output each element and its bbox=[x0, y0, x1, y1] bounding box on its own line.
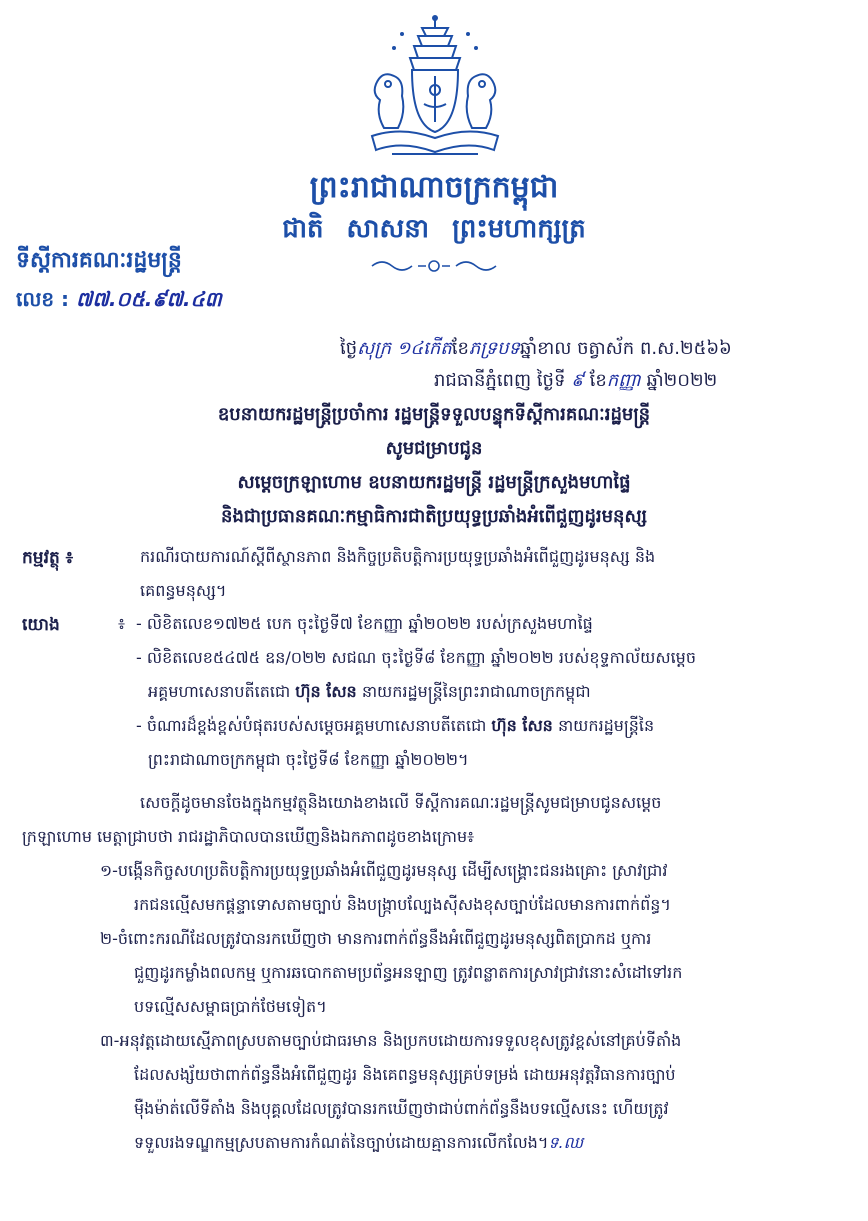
issuing-office: ទីស្តីការគណៈរដ្ឋមន្ត្រី bbox=[16, 248, 182, 273]
solar-date-prefix: រាជធានីភ្នំពេញ ថ្ងៃទី bbox=[434, 370, 566, 391]
reference-item-3-name: ហ៊ុន សែន bbox=[491, 716, 553, 735]
reference-item-3-line-2: ព្រះរាជាណាចក្រកម្ពុជា ចុះថ្ងៃទី៨ ខែកញ្ញា ឆ្នាំ២០២២។ bbox=[148, 750, 469, 769]
lunar-date-prefix: ថ្ងៃ bbox=[340, 338, 358, 359]
reference-item-3-suffix: នាយករដ្ឋមន្ត្រីនៃ bbox=[557, 716, 655, 735]
point-3-line-4-text: ទទួលរងទណ្ឌកម្មស្របតាមការកំណត់នៃច្បាប់ដោយគ្មានការលើកលែង។ bbox=[134, 1133, 549, 1152]
point-1-line-1: ១-បង្កើនកិច្ចសហប្រតិបត្តិការប្រយុទ្ធប្រឆាំងអំពើជួញដូរមនុស្ស ដើម្បីសង្គ្រោះជនរងគ្រោះ ស្រាវជ្រាវ bbox=[100, 861, 668, 880]
reference-number bbox=[16, 286, 222, 316]
reference-colon: ៖ bbox=[118, 614, 126, 633]
reference-item-1: - លិខិតលេខ១៧២៥ បេក ចុះថ្ងៃទី៧ ខែកញ្ញា ឆ្នាំ២០២២ របស់ក្រសួងមហាផ្ទៃ bbox=[136, 614, 593, 633]
national-motto: ជាតិ សាសនា ព្រះមហាក្សត្រ bbox=[282, 214, 586, 244]
subject-line-2: គេពន្ធមនុស្ស។ bbox=[140, 581, 227, 600]
salutation: សូមជម្រាបជូន bbox=[385, 438, 483, 459]
reference-label: យោង bbox=[22, 615, 60, 635]
recipient-title: សម្តេចក្រឡាហោម ឧបនាយករដ្ឋមន្ត្រី រដ្ឋមន្ត្រីក្រសួងមហាផ្ទៃ bbox=[237, 472, 631, 493]
solar-month-prefix: ខែ bbox=[589, 370, 607, 391]
point-1-line-2: រកជនល្មើសមកផ្តន្ទាទោសតាមច្បាប់ និងបង្ក្រាបល្បែងស៊ីសងខុសច្បាប់ដែលមានការពាក់ព័ន្ធ។ bbox=[134, 895, 671, 914]
point-2-line-2: ជួញដូរកម្លាំងពលកម្ម ឬការឆបោកតាមប្រព័ន្ធអនឡាញ ត្រូវពន្លាតការស្រាវជ្រាវនោះសំដៅទៅរក bbox=[134, 963, 683, 982]
handwritten-initials: ទ.ឈ bbox=[548, 1133, 584, 1152]
reference-number-value: ៧៧.០៥.៩៧.៤៣ bbox=[76, 287, 222, 311]
lunar-month-handwritten: ភទ្របទ bbox=[468, 338, 520, 359]
kingdom-title: ព្រះរាជាណាចក្រកម្ពុជា bbox=[309, 170, 559, 205]
solar-year: ឆ្នាំ២០២២ bbox=[646, 370, 718, 391]
subject-label: កម្មវត្ថុ ៖ bbox=[22, 548, 74, 568]
subject-line-1: ករណីរបាយការណ៍ស្តីពីស្ថានភាព និងកិច្ចប្រតិបត្តិការប្រយុទ្ធប្រឆាំងអំពើជួញដូរមនុស្ស និង bbox=[140, 547, 656, 566]
lunar-year: ឆ្នាំខាល ចត្វាស័ក ព.ស.២៥៦៦ bbox=[519, 338, 732, 359]
sender-title: ឧបនាយករដ្ឋមន្ត្រីប្រចាំការ រដ្ឋមន្ត្រីទទួលបន្ទុកទីស្តីការគណៈរដ្ឋមន្ត្រី bbox=[217, 404, 651, 425]
lunar-month-prefix: ខែ bbox=[451, 338, 469, 359]
solar-day-handwritten: ៩ bbox=[571, 370, 584, 391]
point-2-line-3: បទល្មើសសម្ពាធប្រាក់ថែមទៀត។ bbox=[134, 997, 327, 1016]
recipient-role: និងជាប្រធានគណៈកម្មាធិការជាតិប្រយុទ្ធប្រឆាំងអំពើជួញដូរមនុស្ស bbox=[221, 506, 647, 527]
reference-item-2-line-2 bbox=[148, 675, 591, 709]
reference-item-3-line-1 bbox=[136, 709, 654, 743]
reference-item-3-prefix: - ចំណារដ៏ខ្ពង់ខ្ពស់បំផុតរបស់សម្តេចអគ្គមហាសេនាបតីតេជោ bbox=[136, 716, 487, 735]
point-2-line-1: ២-ចំពោះករណីដែលត្រូវបានរកឃើញថា មានការពាក់ព័ន្ធនឹងអំពើជួញដូរមនុស្សពិតប្រាកដ ឬការ bbox=[100, 929, 652, 948]
intro-line-1: សេចក្តីដូចមានចែងក្នុងកម្មវត្ថុនិងយោងខាងលើ ទីស្តីការគណៈរដ្ឋមន្ត្រីសូមជម្រាបជូនសម្តេច bbox=[140, 793, 662, 812]
reference-item-2-name: ហ៊ុន សែន bbox=[295, 682, 357, 701]
solar-month-handwritten: កញ្ញា bbox=[606, 370, 641, 391]
lunar-day-handwritten: សុក្រ ១៤កើត bbox=[357, 338, 452, 359]
point-3-line-4 bbox=[134, 1126, 583, 1160]
point-3-line-3: ម៉ឺងម៉ាត់លើទីតាំង និងបុគ្គលដែលត្រូវបានរកឃើញថាជាប់ពាក់ព័ន្ធនឹងបទល្មើសនេះ ហើយត្រូវ bbox=[134, 1099, 669, 1118]
reference-number-label: លេខ : bbox=[16, 287, 70, 311]
royal-coat-of-arms-icon bbox=[362, 14, 508, 164]
lunar-date bbox=[340, 336, 732, 363]
reference-item-2-prefix: អគ្គមហាសេនាបតីតេជោ bbox=[148, 682, 291, 701]
reference-item-2-line-1: - លិខិតលេខ៥៤៧៥ ឧន/០២២ សជណ ចុះថ្ងៃទី៨ ខែកញ្ញា ឆ្នាំ២០២២ របស់ខុទ្ទកាល័យសម្តេច bbox=[136, 648, 696, 667]
decorative-divider-icon bbox=[368, 256, 500, 276]
point-3-line-1: ៣-អនុវត្តដោយស្មើភាពស្របតាមច្បាប់ជាធរមាន និងប្រកបដោយការទទួលខុសត្រូវខ្ពស់នៅគ្រប់ទីតាំង bbox=[100, 1031, 682, 1050]
point-3-line-2: ដែលសង្ស័យថាពាក់ព័ន្ធនឹងអំពើជួញដូរ និងគេពន្ធមនុស្សគ្រប់ទម្រង់ ដោយអនុវត្តវិធានការច្បាប់ bbox=[134, 1065, 676, 1084]
solar-date bbox=[434, 368, 717, 395]
reference-item-2-suffix: នាយករដ្ឋមន្ត្រីនៃព្រះរាជាណាចក្រកម្ពុជា bbox=[361, 682, 591, 701]
intro-line-2: ក្រឡាហោម មេត្តាជ្រាបថា រាជរដ្ឋាភិបាលបានឃើញនិងឯកភាពដូចខាងក្រោម៖ bbox=[22, 827, 475, 846]
